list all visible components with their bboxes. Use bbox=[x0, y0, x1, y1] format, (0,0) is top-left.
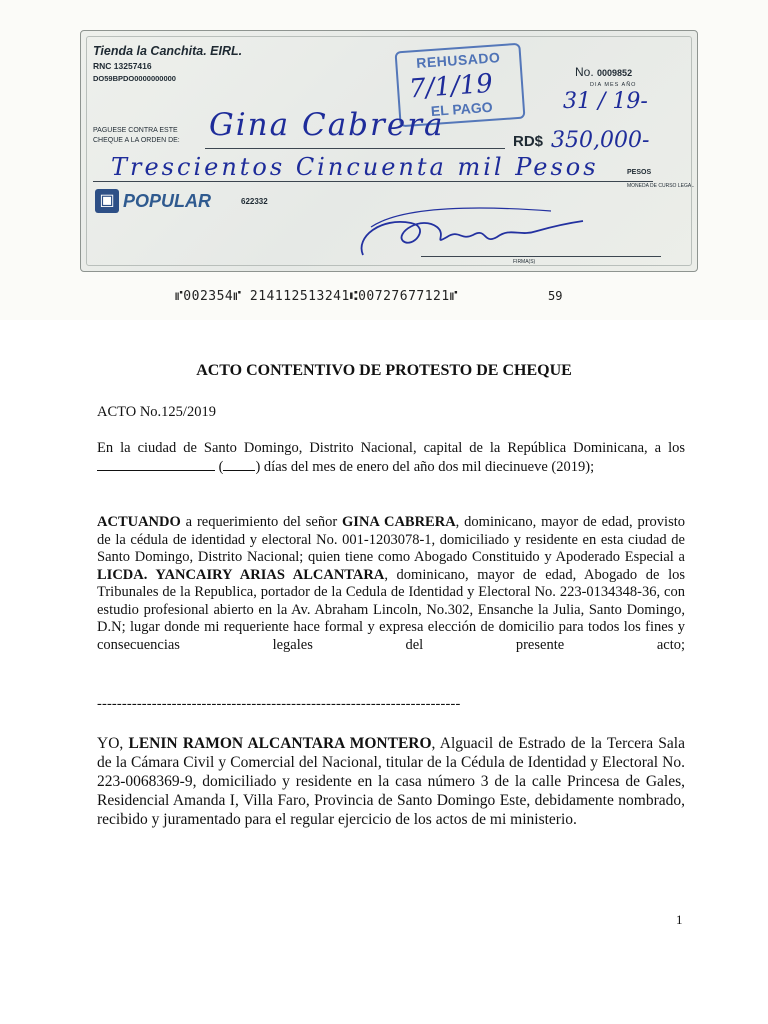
paragraph-date bbox=[97, 440, 685, 476]
page-number: 1 bbox=[676, 912, 683, 927]
bailiff-name: LENIN RAMON ALCANTARA MONTERO bbox=[128, 735, 432, 752]
paragraph-date-text-b: ( bbox=[218, 458, 224, 475]
branch-code: 622332 bbox=[241, 197, 268, 206]
pay-to-label-line2: CHEQUE A LA ORDEN DE: bbox=[93, 137, 180, 144]
signature-scribble bbox=[351, 197, 591, 261]
cheque-rnc-value: 13257416 bbox=[113, 61, 152, 71]
document-title: ACTO CONTENTIVO DE PROTESTO DE CHEQUE bbox=[196, 362, 572, 379]
cheque-account-code: DO59BPDO0000000000 bbox=[93, 74, 176, 83]
stamp-top-text: REHUSADO bbox=[415, 49, 501, 71]
stamp-handwritten-date: 7/1/19 bbox=[408, 68, 494, 105]
acting-text-2: , dominicano, mayor de edad, provisto de la cédula de identidad y electoral No. 001-1203078-1, domiciliado y residente en esta ciudad de Santo Domingo, Distrito Nacional; quien tiene como Abogado Constituido y Apoderado Especial a bbox=[97, 514, 685, 565]
paragraph-bailiff bbox=[97, 734, 685, 829]
cheque-number bbox=[575, 65, 632, 79]
pay-to-label-line1: PAGUESE CONTRA ESTE bbox=[93, 127, 178, 134]
cheque bbox=[80, 30, 698, 272]
acting-text-3: , dominicano, mayor de edad, Abogado de los Tribunales de la Republica, portador de la Cedula de Identidad y Electoral No. 223-0134348-36, con estudio profesional abierto en la Av. Abraham Lincoln, No.302, Ensanche la Julia, Santo Domingo, D.N; lugar donde mi requeriente hace formal y expresa elección de domicilio para todos los fines y consecuencias legales del presente acto; bbox=[97, 566, 685, 653]
micr-trailing-number: 59 bbox=[548, 289, 563, 303]
cheque-image bbox=[0, 0, 768, 320]
acting-text-1: a requerimiento del señor bbox=[180, 514, 343, 530]
stamp-bottom-text: EL PAGO bbox=[430, 98, 494, 120]
pesos-label: PESOS bbox=[627, 169, 652, 176]
bank-logo-icon: ▣ bbox=[95, 189, 119, 213]
client-name: GINA CABRERA bbox=[342, 514, 456, 530]
act-number: ACTO No.125/2019 bbox=[97, 404, 216, 420]
cheque-date-labels: DIA MES AÑO bbox=[590, 82, 637, 88]
pay-to-label bbox=[93, 126, 203, 146]
cheque-handwritten-date: 31 / 19- bbox=[563, 89, 648, 114]
cheque-rnc-label: RNC bbox=[93, 61, 112, 71]
amount-handwritten: 350,000- bbox=[551, 128, 650, 153]
amount-in-words-handwritten: Trescientos Cincuenta mil Pesos bbox=[111, 153, 599, 181]
signature-line bbox=[421, 256, 661, 257]
paragraph-acting bbox=[97, 514, 685, 654]
amount-words-line bbox=[93, 181, 653, 182]
lawyer-name: LICDA. YANCAIRY ARIAS ALCANTARA bbox=[97, 566, 385, 583]
blank-field-day-number bbox=[223, 458, 255, 471]
bank-name: POPULAR bbox=[123, 191, 212, 211]
cheque-number-label: No. bbox=[575, 65, 594, 79]
currency-label: RD$ bbox=[513, 133, 544, 150]
paragraph-date-text-a: En la ciudad de Santo Domingo, Distrito Nacional, capital de la República Dominicana, a los bbox=[97, 440, 685, 456]
signature-label: FIRMA(S) bbox=[513, 259, 536, 265]
separator-dashes: ------------------------------------------------------------------------- bbox=[97, 696, 461, 712]
bailiff-text-1: YO, bbox=[97, 735, 129, 752]
acting-keyword: ACTUANDO bbox=[97, 514, 181, 530]
payee-line bbox=[205, 148, 505, 149]
payee-handwritten: Gina Cabrera bbox=[209, 107, 445, 143]
paragraph-date-text-c: ) días del mes de enero del año dos mil diecinueve (2019); bbox=[255, 458, 595, 475]
cheque-rnc bbox=[93, 61, 152, 71]
blank-field-day-words bbox=[97, 458, 215, 471]
bailiff-text-2: , Alguacil de Estrado de la Tercera Sala de la Cámara Civil y Comercial del Nacional, titular de la Cédula de Identidad y Electoral No. 223-0068369-9, domiciliado y residente en la casa número 3 de la calle Princesa de Gales, Residencial Amanda I, Villa Faro, Provincia de Santo Domingo Este, debidamente nombrado, recibido y juramentado para el regular ejercicio de los actos de mi ministerio. bbox=[97, 735, 685, 828]
legal-tender-label: MONEDA DE CURSO LEGAL bbox=[627, 183, 694, 189]
cheque-company-name: Tienda la Canchita. EIRL. bbox=[93, 44, 243, 58]
cheque-number-value: 0009852 bbox=[597, 68, 633, 78]
micr-line: ⑈002354⑈ 214112513241⑆00727677121⑈ bbox=[175, 289, 458, 304]
